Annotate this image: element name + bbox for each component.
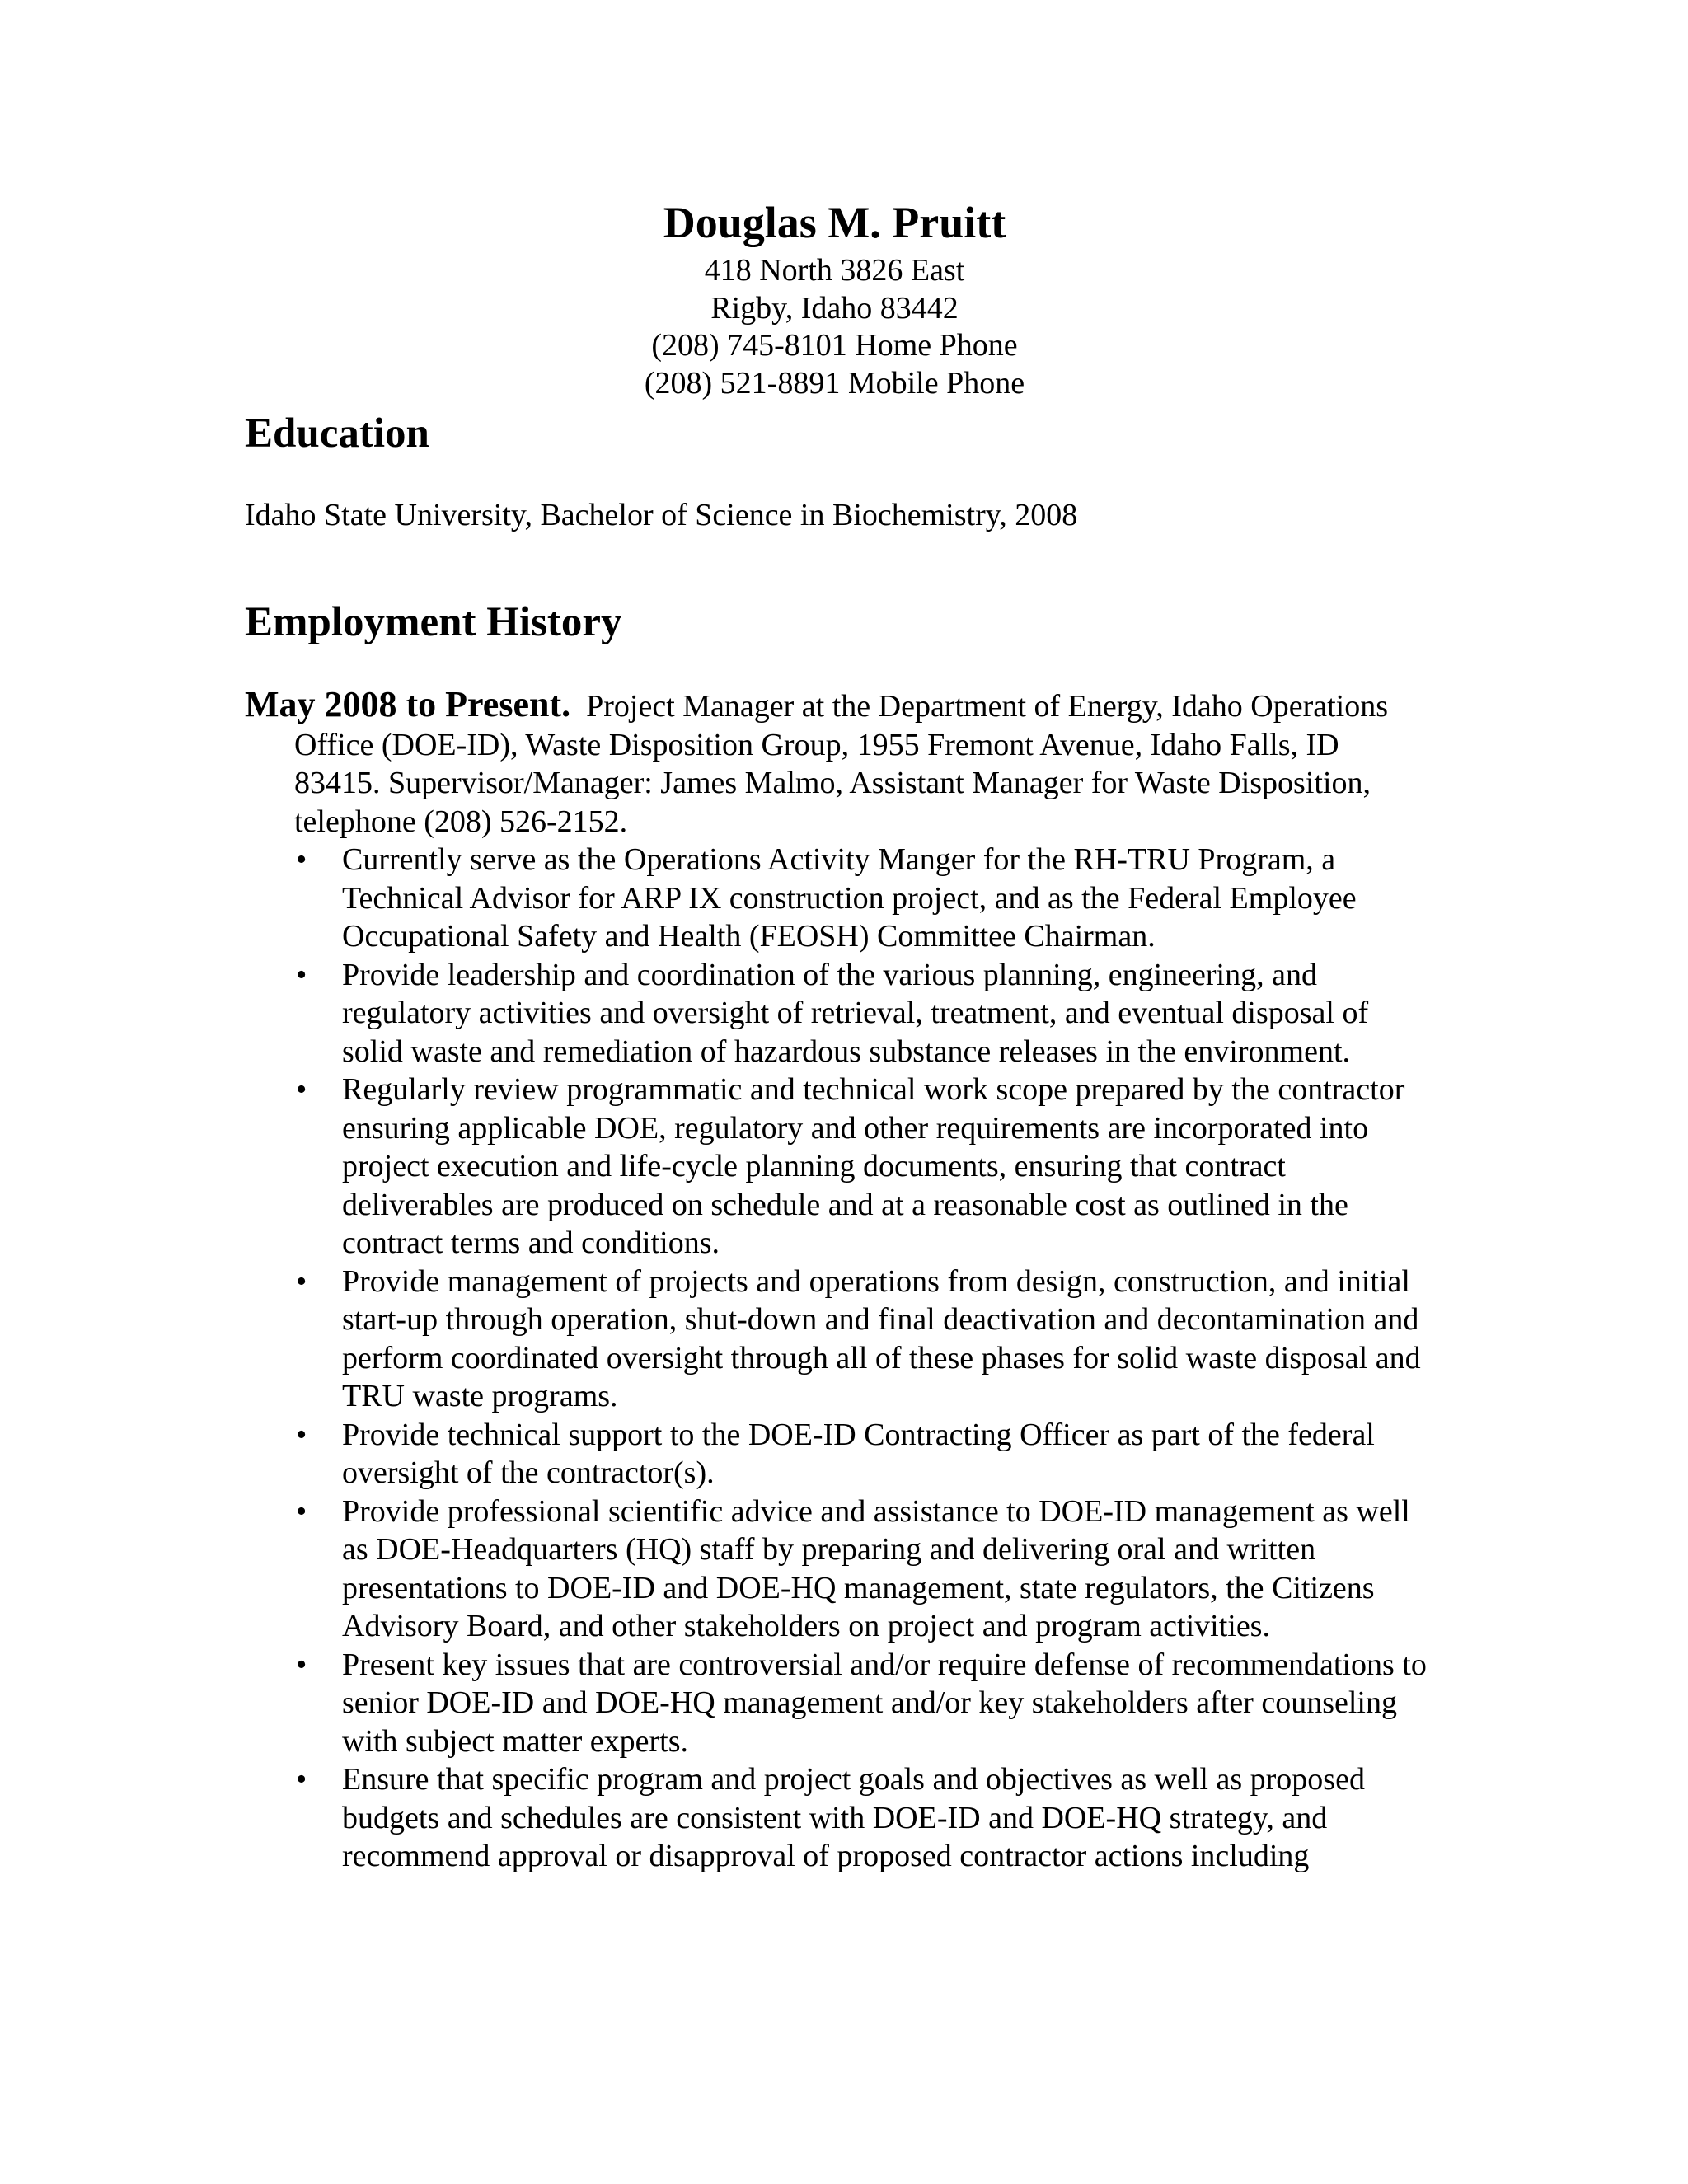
list-item xyxy=(245,1416,1432,1493)
job-dates: May 2008 to Present. xyxy=(245,684,571,724)
employment-heading: Employment History xyxy=(245,599,622,645)
bullet-icon: • xyxy=(296,957,307,992)
list-item xyxy=(245,1071,1432,1263)
duty-text: Present key issues that are controversial and/or require defense of recommendations to senior DOE-ID and DOE-HQ management and/or key stakeholders after counseling with subject matter experts. xyxy=(342,1647,1427,1759)
list-item xyxy=(245,956,1432,1071)
duty-text: Ensure that specific program and project goals and objectives as well as proposed budgets and schedules are consistent with DOE-ID and DOE-HQ strategy, and recommend approval or disapproval of proposed contractor actions including xyxy=(342,1762,1365,1873)
education-entry: Idaho State University, Bachelor of Science in Biochemistry, 2008 xyxy=(245,498,1078,532)
duty-text: Provide leadership and coordination of the various planning, engineering, and regulatory activities and oversight of retrieval, treatment, and eventual disposal of solid waste and remediation of hazardous substance releases in the environment. xyxy=(342,957,1369,1069)
street-address: 418 North 3826 East xyxy=(704,253,965,288)
list-item xyxy=(245,1263,1432,1416)
list-item xyxy=(245,1493,1432,1646)
bullet-icon: • xyxy=(296,1072,307,1107)
duty-text: Provide management of projects and operations from design, construction, and initial start-up through operation, shut-down and final deactivation and decontamination and perform coordinated oversight through all of these phases for solid waste disposal and TRU waste programs. xyxy=(342,1263,1421,1413)
applicant-name: Douglas M. Pruitt xyxy=(663,198,1006,247)
contact-header xyxy=(0,196,1669,402)
list-item xyxy=(245,1760,1432,1876)
duty-text: Provide technical support to the DOE-ID Contracting Officer as part of the federal oversight of the contractor(s). xyxy=(342,1417,1375,1490)
bullet-icon: • xyxy=(296,1647,307,1682)
job-description: Project Manager at the Department of Energy, Idaho Operations Office (DOE-ID), Waste Disposition Group, 1955 Fremont Avenue, Idaho Falls, ID 83415. Supervisor/Manager: James Malmo, Assistant Manager for Waste Disposition, telephone (208) 526-2152. xyxy=(294,689,1388,839)
job-entry xyxy=(245,686,1432,1876)
mobile-phone: (208) 521-8891 Mobile Phone xyxy=(644,365,1025,401)
list-item xyxy=(245,841,1432,956)
list-item xyxy=(245,1646,1432,1761)
city-state-zip: Rigby, Idaho 83442 xyxy=(710,290,959,326)
education-heading: Education xyxy=(245,410,429,457)
bullet-icon: • xyxy=(296,842,307,877)
duty-text: Currently serve as the Operations Activity Manger for the RH-TRU Program, a Technical Advisor for ARP IX construction project, and as the Federal Employee Occupational Safety and Health (FEOSH) Committee Chairman. xyxy=(342,842,1357,954)
home-phone: (208) 745-8101 Home Phone xyxy=(651,328,1018,363)
bullet-icon: • xyxy=(296,1493,307,1529)
bullet-icon: • xyxy=(296,1417,307,1452)
bullet-icon: • xyxy=(296,1762,307,1797)
duty-text: Provide professional scientific advice and assistance to DOE-ID management as well as DOE-Headquarters (HQ) staff by preparing and delivering oral and written presentations to DOE-ID and DOE-HQ management, state regulators, the Citizens Advisory Board, and other stakeholders on project and program activities. xyxy=(342,1493,1410,1643)
duties-list xyxy=(245,841,1432,1876)
job-intro xyxy=(245,686,1432,841)
bullet-icon: • xyxy=(296,1263,307,1299)
duty-text: Regularly review programmatic and technical work scope prepared by the contractor ensuring applicable DOE, regulatory and other requirements are incorporated into project execution and life-cycle planning documents, ensuring that contract deliverables are produced on schedule and at a reasonable cost as outlined in the contract terms and conditions. xyxy=(342,1072,1405,1260)
